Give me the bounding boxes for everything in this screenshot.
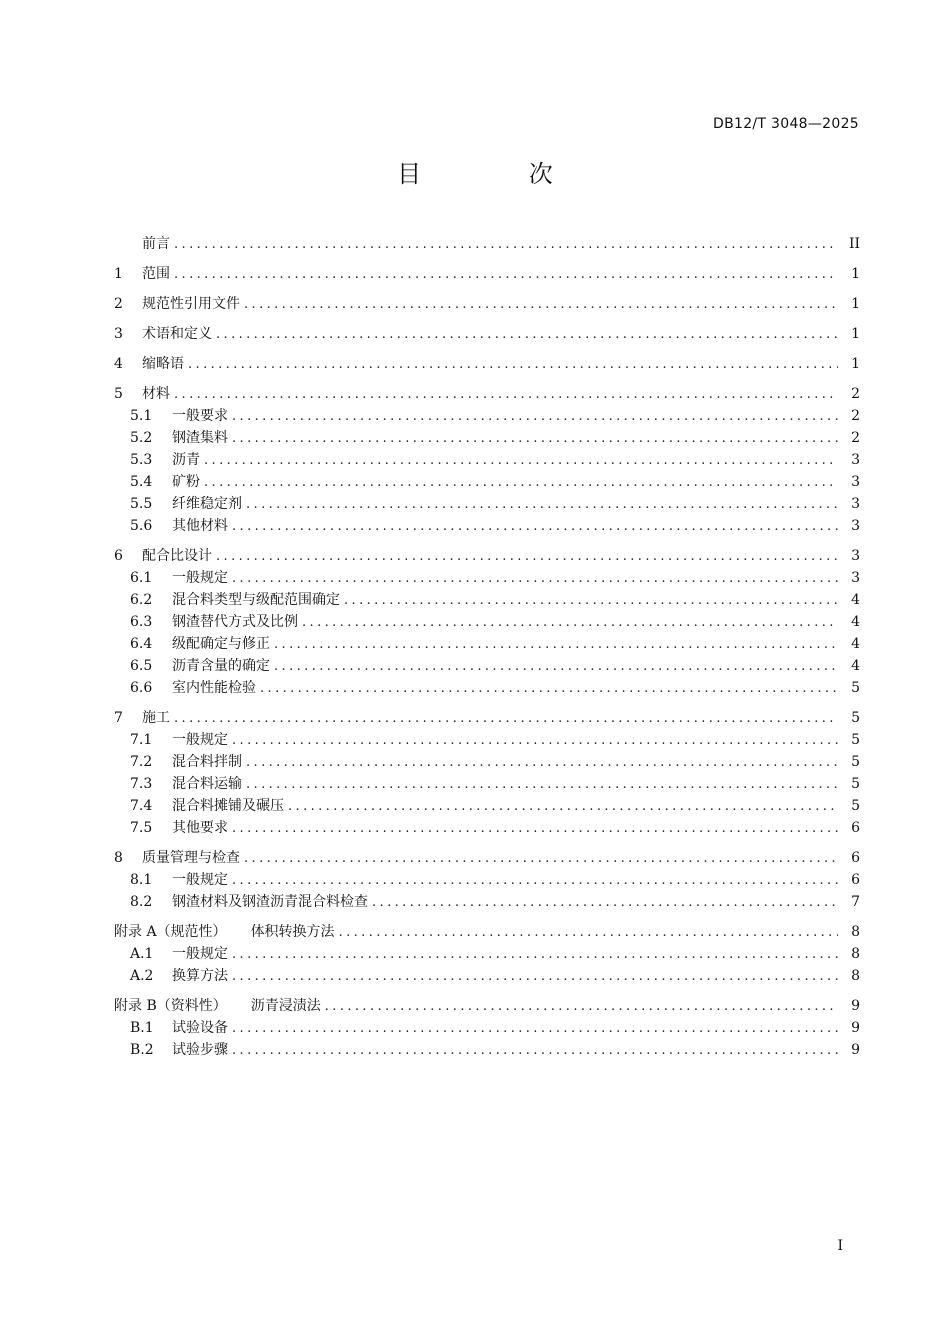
toc-entry-label: 其他要求 (172, 820, 228, 836)
toc-entry-number: A.2 (130, 968, 154, 984)
dot-leader (232, 516, 838, 538)
toc-entry-label: 体积转换方法 (250, 924, 335, 940)
toc-entry-label: 沥青 (172, 452, 200, 468)
dot-leader (188, 354, 838, 376)
toc-entry-number: 1 (114, 266, 123, 282)
toc-entry-label: 钢渣集料 (172, 430, 228, 446)
dot-leader (325, 996, 838, 1018)
toc-entry-number: 6.4 (130, 636, 153, 652)
page-title: 目 次 (397, 160, 603, 188)
toc-entry-label: 前言 (142, 236, 170, 252)
dot-leader (174, 384, 838, 406)
toc-entry-page: 4 (851, 592, 860, 608)
toc-entry-number: 8.2 (130, 894, 153, 910)
dot-leader (288, 796, 838, 818)
toc-entry-page: 3 (851, 518, 860, 534)
toc-entry-label: 混合料运输 (172, 776, 242, 792)
toc-subentry[interactable] (114, 1039, 860, 1061)
toc-subentry[interactable] (114, 795, 860, 817)
dot-leader (344, 590, 838, 612)
toc-subentry[interactable] (114, 449, 860, 471)
dot-leader (339, 922, 838, 944)
toc-entry-number: A.1 (130, 946, 154, 962)
toc-subentry[interactable] (114, 567, 860, 589)
toc-subentry[interactable] (114, 869, 860, 891)
dot-leader (232, 1018, 838, 1040)
toc-entry[interactable] (114, 233, 860, 255)
toc-entry[interactable] (114, 383, 860, 405)
dot-leader (372, 892, 838, 914)
toc-entry-number: 6.3 (130, 614, 153, 630)
toc-entry-label: 术语和定义 (142, 326, 212, 342)
toc-entry-number: 7.2 (130, 754, 153, 770)
toc-entry-page: 3 (851, 452, 860, 468)
toc-entry[interactable] (114, 995, 860, 1017)
toc-entry-label: 纤维稳定剂 (172, 496, 242, 512)
toc-entry-page: 4 (851, 658, 860, 674)
toc-entry-number: 8.1 (130, 872, 153, 888)
toc-subentry[interactable] (114, 965, 860, 987)
toc-entry-label: 规范性引用文件 (142, 296, 240, 312)
toc-subentry[interactable] (114, 773, 860, 795)
toc-entry-number: 3 (114, 326, 123, 342)
toc-entry-page: 1 (851, 356, 860, 372)
toc-entry[interactable] (114, 293, 860, 315)
toc-entry-number: B.1 (130, 1020, 154, 1036)
toc-entry-number: 5.3 (130, 452, 153, 468)
toc-entry-page: 3 (851, 570, 860, 586)
dot-leader (274, 634, 838, 656)
toc-entry-page: 5 (851, 776, 860, 792)
dot-leader (174, 708, 838, 730)
dot-leader (274, 656, 838, 678)
dot-leader (174, 264, 838, 286)
toc-entry-number: 7.3 (130, 776, 153, 792)
toc-entry-number: 5 (114, 386, 123, 402)
toc-entry-number: 6.5 (130, 658, 153, 674)
toc-entry-label: 混合料类型与级配范围确定 (172, 592, 340, 608)
toc-subentry[interactable] (114, 471, 860, 493)
toc-entry-page: 6 (851, 820, 860, 836)
dot-leader (232, 428, 838, 450)
toc-subentry[interactable] (114, 677, 860, 699)
toc-entry-label: 一般规定 (172, 570, 228, 586)
toc-subentry[interactable] (114, 515, 860, 537)
toc-entry[interactable] (114, 323, 860, 345)
toc-entry-number: 附录 B（资料性） (114, 998, 227, 1014)
toc-entry-number: 7 (114, 710, 123, 726)
toc-entry-page: 1 (851, 326, 860, 342)
toc-entry-number: 7.4 (130, 798, 153, 814)
toc-subentry[interactable] (114, 611, 860, 633)
toc-entry-label: 施工 (142, 710, 170, 726)
toc-entry[interactable] (114, 921, 860, 943)
toc-entry-number: 4 (114, 356, 123, 372)
toc-entry-number: 8 (114, 850, 123, 866)
toc-entry-label: 混合料拌制 (172, 754, 242, 770)
toc-entry-page: 9 (851, 1020, 860, 1036)
toc-entry-page: 2 (851, 430, 860, 446)
toc-entry-page: 4 (851, 614, 860, 630)
toc-subentry[interactable] (114, 817, 860, 839)
toc-entry-page: 6 (851, 850, 860, 866)
toc-subentry[interactable] (114, 1017, 860, 1039)
toc-entry-number: 7.5 (130, 820, 153, 836)
toc-entry-page: 7 (851, 894, 860, 910)
toc-entry-number: 6.6 (130, 680, 153, 696)
dot-leader (232, 966, 838, 988)
toc-entry-page: 5 (851, 680, 860, 696)
toc-entry[interactable] (114, 847, 860, 869)
toc-entry-number: 6 (114, 548, 123, 564)
dot-leader (260, 678, 838, 700)
toc-entry-page: 5 (851, 754, 860, 770)
toc-entry-page: II (848, 236, 860, 252)
dot-leader (232, 568, 838, 590)
toc-entry-number: 5.5 (130, 496, 153, 512)
toc-entry-number: 5.6 (130, 518, 153, 534)
dot-leader (216, 546, 838, 568)
toc-subentry[interactable] (114, 729, 860, 751)
toc-entry-page: 2 (851, 386, 860, 402)
toc-entry-label: 一般规定 (172, 946, 228, 962)
toc-subentry[interactable] (114, 589, 860, 611)
toc-entry-page: 3 (851, 496, 860, 512)
dot-leader (302, 612, 838, 634)
dot-leader (232, 870, 838, 892)
toc-entry-page: 9 (851, 998, 860, 1014)
toc-entry-page: 8 (851, 924, 860, 940)
dot-leader (204, 450, 838, 472)
toc-entry-label: 试验设备 (172, 1020, 228, 1036)
toc-entry-page: 3 (851, 548, 860, 564)
dot-leader (232, 406, 838, 428)
table-of-contents (114, 233, 860, 1061)
toc-entry[interactable] (114, 353, 860, 375)
toc-entry-number: 附录 A（规范性） (114, 924, 227, 940)
toc-entry-label: 缩略语 (142, 356, 184, 372)
toc-entry-page: 9 (851, 1042, 860, 1058)
toc-entry-page: 5 (851, 732, 860, 748)
toc-entry-label: 范围 (142, 266, 170, 282)
toc-entry-page: 2 (851, 408, 860, 424)
toc-entry-label: 一般规定 (172, 872, 228, 888)
toc-entry-page: 4 (851, 636, 860, 652)
toc-entry-page: 3 (851, 474, 860, 490)
toc-entry-label: 一般规定 (172, 732, 228, 748)
dot-leader (246, 774, 838, 796)
toc-entry-number: 2 (114, 296, 123, 312)
dot-leader (174, 234, 838, 256)
dot-leader (232, 730, 838, 752)
toc-entry-label: 沥青含量的确定 (172, 658, 270, 674)
toc-entry-page: 8 (851, 968, 860, 984)
toc-subentry[interactable] (114, 493, 860, 515)
toc-subentry[interactable] (114, 655, 860, 677)
dot-leader (232, 1040, 838, 1062)
toc-entry-label: 其他材料 (172, 518, 228, 534)
toc-entry-number: 5.1 (130, 408, 153, 424)
toc-entry[interactable] (114, 707, 860, 729)
toc-entry-number: 5.4 (130, 474, 153, 490)
dot-leader (244, 294, 838, 316)
toc-subentry[interactable] (114, 751, 860, 773)
toc-entry-page: 5 (851, 710, 860, 726)
toc-entry-label: 材料 (142, 386, 170, 402)
toc-entry-label: 钢渣替代方式及比例 (172, 614, 298, 630)
toc-entry-label: 室内性能检验 (172, 680, 256, 696)
toc-entry-label: 混合料摊铺及碾压 (172, 798, 284, 814)
toc-entry-label: 试验步骤 (172, 1042, 228, 1058)
toc-entry-number: 5.2 (130, 430, 153, 446)
toc-entry-label: 级配确定与修正 (172, 636, 270, 652)
toc-subentry[interactable] (114, 427, 860, 449)
toc-entry-page: 1 (851, 296, 860, 312)
toc-subentry[interactable] (114, 891, 860, 913)
dot-leader (216, 324, 838, 346)
toc-entry-page: 8 (851, 946, 860, 962)
toc-entry-label: 配合比设计 (142, 548, 212, 564)
toc-entry-number: 6.1 (130, 570, 153, 586)
toc-entry[interactable] (114, 263, 860, 285)
toc-entry-label: 一般要求 (172, 408, 228, 424)
toc-entry[interactable] (114, 545, 860, 567)
toc-subentry[interactable] (114, 405, 860, 427)
dot-leader (232, 818, 838, 840)
dot-leader (204, 472, 838, 494)
dot-leader (244, 848, 838, 870)
dot-leader (232, 944, 838, 966)
toc-entry-label: 换算方法 (172, 968, 228, 984)
toc-entry-label: 质量管理与检查 (142, 850, 240, 866)
toc-subentry[interactable] (114, 633, 860, 655)
toc-entry-number: 7.1 (130, 732, 153, 748)
toc-subentry[interactable] (114, 943, 860, 965)
dot-leader (246, 494, 838, 516)
toc-entry-label: 钢渣材料及钢渣沥青混合料检查 (172, 894, 368, 910)
toc-entry-page: 6 (851, 872, 860, 888)
toc-entry-number: B.2 (130, 1042, 154, 1058)
toc-entry-number: 6.2 (130, 592, 153, 608)
dot-leader (246, 752, 838, 774)
toc-entry-label: 沥青浸渍法 (250, 998, 321, 1014)
toc-entry-page: 5 (851, 798, 860, 814)
toc-entry-label: 矿粉 (172, 474, 200, 490)
page-number: I (837, 1238, 843, 1254)
document-code: DB12/T 3048—2025 (713, 116, 859, 132)
toc-entry-page: 1 (851, 266, 860, 282)
